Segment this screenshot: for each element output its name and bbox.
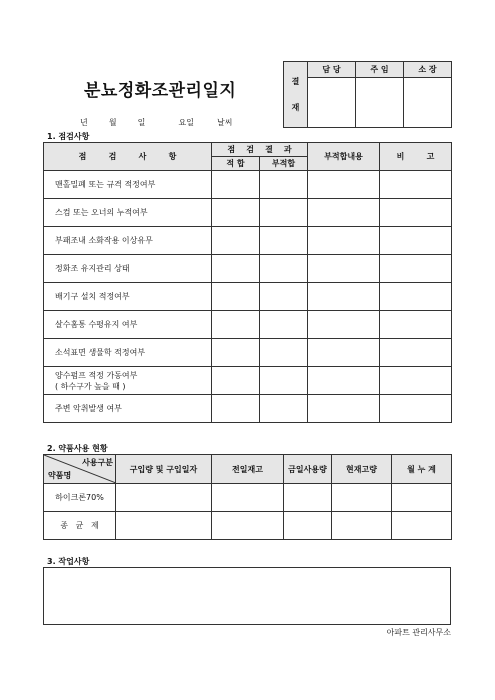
work-notes-box[interactable] — [43, 567, 451, 625]
col-header-item: 점 검 사 항 — [44, 143, 212, 171]
note-cell[interactable] — [380, 255, 452, 283]
ok-cell[interactable] — [212, 171, 260, 199]
ok-cell[interactable] — [212, 367, 260, 395]
corner-header — [44, 455, 116, 484]
note-cell[interactable] — [380, 367, 452, 395]
col-header-monthly-total: 월 누 계 — [392, 455, 452, 484]
chemical-table — [43, 454, 452, 540]
approval-sign-director[interactable] — [404, 78, 452, 128]
note-cell[interactable] — [380, 395, 452, 423]
monthly-total-cell[interactable] — [392, 512, 452, 540]
col-header-prev-stock: 전일재고 — [212, 455, 284, 484]
date-day: 일 — [137, 118, 146, 127]
inspection-item: 부패조내 소화작용 이상유무 — [44, 227, 212, 255]
table-row — [44, 367, 452, 395]
approval-sign-manager[interactable] — [308, 78, 356, 128]
col-header-today-usage: 금일사용량 — [284, 455, 332, 484]
current-stock-cell[interactable] — [332, 512, 392, 540]
purchase-cell[interactable] — [116, 484, 212, 512]
col-header-purchase: 구입량 및 구입일자 — [116, 455, 212, 484]
chemical-name: 하이크론70% — [44, 484, 116, 512]
ng-cell[interactable] — [260, 367, 308, 395]
table-row — [44, 255, 452, 283]
ng-detail-cell[interactable] — [308, 311, 380, 339]
today-usage-cell[interactable] — [284, 484, 332, 512]
approval-sign-chief[interactable] — [356, 78, 404, 128]
col-header-ng: 부적합 — [260, 157, 308, 171]
ng-cell[interactable] — [260, 311, 308, 339]
col-header-result: 점 검 결 과 — [212, 143, 308, 157]
inspection-item: 맨홀밀폐 또는 규격 적정여부 — [44, 171, 212, 199]
inspection-item: 스컴 또는 오너의 누적여부 — [44, 199, 212, 227]
ng-detail-cell[interactable] — [308, 283, 380, 311]
approval-side-label: 결 재 — [284, 62, 308, 128]
inspection-table — [43, 142, 452, 423]
chemical-name: 종 균 제 — [44, 512, 116, 540]
table-row — [44, 395, 452, 423]
section2-title: 2. 약품사용 현황 — [47, 444, 108, 453]
footer-office: 아파트 관리사무소 — [386, 628, 451, 637]
inspection-item: 주변 악취발생 여부 — [44, 395, 212, 423]
col-header-ok: 적 합 — [212, 157, 260, 171]
table-row — [44, 311, 452, 339]
table-row — [44, 512, 452, 540]
ok-cell[interactable] — [212, 227, 260, 255]
ng-detail-cell[interactable] — [308, 395, 380, 423]
approval-table — [283, 61, 452, 128]
purchase-cell[interactable] — [116, 512, 212, 540]
current-stock-cell[interactable] — [332, 484, 392, 512]
note-cell[interactable] — [380, 339, 452, 367]
ng-detail-cell[interactable] — [308, 199, 380, 227]
ok-cell[interactable] — [212, 395, 260, 423]
date-year: 년 — [80, 118, 88, 127]
date-weekday: 요일 — [178, 118, 194, 127]
table-row — [44, 339, 452, 367]
note-cell[interactable] — [380, 283, 452, 311]
monthly-total-cell[interactable] — [392, 484, 452, 512]
ng-detail-cell[interactable] — [308, 171, 380, 199]
ng-detail-cell[interactable] — [308, 367, 380, 395]
ok-cell[interactable] — [212, 199, 260, 227]
today-usage-cell[interactable] — [284, 512, 332, 540]
ok-cell[interactable] — [212, 339, 260, 367]
ok-cell[interactable] — [212, 283, 260, 311]
ng-detail-cell[interactable] — [308, 255, 380, 283]
ng-cell[interactable] — [260, 227, 308, 255]
ng-cell[interactable] — [260, 395, 308, 423]
corner-header-bottom: 약품명 — [48, 471, 72, 480]
approval-header-chief: 주 임 — [356, 62, 404, 78]
note-cell[interactable] — [380, 311, 452, 339]
date-month: 월 — [108, 118, 117, 127]
ng-cell[interactable] — [260, 283, 308, 311]
note-cell[interactable] — [380, 199, 452, 227]
table-row — [44, 199, 452, 227]
prev-stock-cell[interactable] — [212, 512, 284, 540]
inspection-item: 살수홈통 수평유지 여부 — [44, 311, 212, 339]
ok-cell[interactable] — [212, 311, 260, 339]
table-row — [44, 484, 452, 512]
ng-cell[interactable] — [260, 339, 308, 367]
ng-cell[interactable] — [260, 171, 308, 199]
ng-detail-cell[interactable] — [308, 227, 380, 255]
table-row — [44, 283, 452, 311]
inspection-item-sub: ( 하수구가 높을 때 ) — [55, 381, 126, 391]
ng-cell[interactable] — [260, 255, 308, 283]
date-line — [80, 117, 233, 128]
section3-title: 3. 작업사항 — [47, 557, 90, 566]
ng-detail-cell[interactable] — [308, 339, 380, 367]
inspection-item: 소석표면 생물학 적정여부 — [44, 339, 212, 367]
col-header-note: 비 고 — [380, 143, 452, 171]
inspection-item: 배기구 설치 적정여부 — [44, 283, 212, 311]
section1-title: 1. 점검사항 — [47, 132, 90, 141]
note-cell[interactable] — [380, 227, 452, 255]
inspection-item: 양수펌프 적정 가동여부 ( 하수구가 높을 때 ) — [44, 367, 212, 395]
approval-header-manager: 담 당 — [308, 62, 356, 78]
date-weather: 날씨 — [217, 118, 233, 127]
approval-header-director: 소 장 — [404, 62, 452, 78]
ng-cell[interactable] — [260, 199, 308, 227]
corner-header-top: 사용구분 — [82, 458, 113, 467]
ok-cell[interactable] — [212, 255, 260, 283]
note-cell[interactable] — [380, 171, 452, 199]
page-title: 분뇨정화조관리일지 — [84, 81, 237, 101]
table-row — [44, 227, 452, 255]
inspection-item: 정화조 유지관리 상태 — [44, 255, 212, 283]
col-header-ng-detail: 부적합내용 — [308, 143, 380, 171]
col-header-current-stock: 현재고량 — [332, 455, 392, 484]
table-row — [44, 171, 452, 199]
prev-stock-cell[interactable] — [212, 484, 284, 512]
